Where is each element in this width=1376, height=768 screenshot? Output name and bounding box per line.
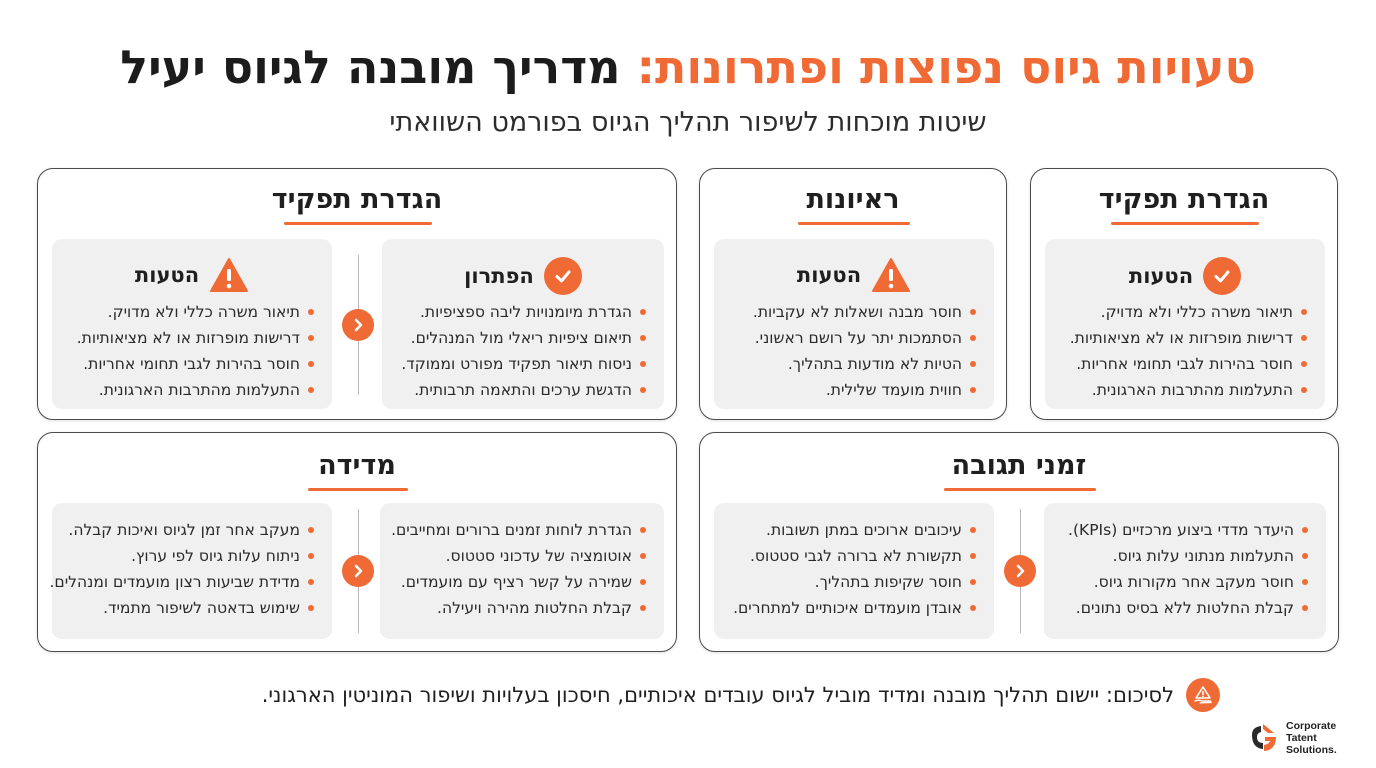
page-subtitle: שיטות מוכחות לשיפור תהליך הגיוס בפורמט השוואתי <box>389 107 987 138</box>
list-item: תקשורת לא ברורה לגבי סטטוס. <box>724 543 976 569</box>
list-item: קבלת החלטות ללא בסיס נתונים. <box>1054 595 1308 621</box>
kpi-panel <box>1044 503 1326 639</box>
card-interviews <box>699 168 1007 420</box>
panel-label: הפתרון <box>464 264 534 288</box>
delay-panel <box>714 503 994 639</box>
list-item: תיאור משרה כללי ולא מדויק. <box>1055 299 1307 325</box>
solution-panel <box>382 239 664 409</box>
tracking-list <box>49 517 314 621</box>
summary-row <box>200 674 1220 716</box>
list-item: דרישות מופרזות או לא מציאותיות. <box>1055 325 1307 351</box>
list-item: היעדר מדדי ביצוע מרכזיים (KPIs). <box>1054 517 1308 543</box>
list-item: תיאום ציפיות ריאלי מול המנהלים. <box>392 325 646 351</box>
card-title: מדידה <box>318 450 396 481</box>
warning-triangle-icon <box>209 257 249 293</box>
delay-list <box>724 517 976 621</box>
card-title: זמני תגובה <box>951 450 1087 481</box>
timeline-panel <box>380 503 664 639</box>
logo-text <box>1286 720 1337 756</box>
panel-label: הטעות <box>796 263 862 287</box>
title-underline <box>944 488 1096 491</box>
mistake-list <box>724 299 976 403</box>
list-item: דרישות מופרזות או לא מציאותיות. <box>62 325 314 351</box>
logo-mark-icon <box>1246 721 1280 755</box>
mistake-panel <box>714 239 994 409</box>
solution-list <box>392 299 646 403</box>
chevron-left-icon <box>342 309 374 341</box>
title-underline <box>308 488 408 491</box>
title-underline <box>284 222 432 225</box>
mistake-list <box>1055 299 1307 403</box>
list-item: חוסר בהירות לגבי תחומי אחריות. <box>1055 351 1307 377</box>
list-item: ניסוח תיאור תפקיד מפורט וממוקד. <box>392 351 646 377</box>
kpi-list <box>1054 517 1308 621</box>
list-item: חוסר שקיפות בתהליך. <box>724 569 976 595</box>
list-item: הסתמכות יתר על רושם ראשוני. <box>724 325 976 351</box>
mistake-panel <box>52 239 332 409</box>
logo-line: Tatent <box>1286 732 1317 744</box>
list-item: התעלמות מנתוני עלות גיוס. <box>1054 543 1308 569</box>
timeline-list <box>390 517 646 621</box>
list-item: ניתוח עלות גיוס לפי ערוץ. <box>62 543 314 569</box>
list-item: אובדן מועמדים איכותיים למתחרים. <box>724 595 976 621</box>
hand-warning-icon <box>1186 678 1220 712</box>
list-item: שימוש בדאטה לשיפור מתמיד. <box>62 595 314 621</box>
list-item: הטיות לא מודעות בתהליך. <box>724 351 976 377</box>
chevron-left-icon <box>342 555 374 587</box>
card-role-definition <box>1030 168 1338 420</box>
list-item: מעקב אחר זמן לגיוס ואיכות קבלה. <box>62 517 314 543</box>
list-item: אוטומציה של עדכוני סטטוס. <box>390 543 646 569</box>
card-title: הגדרת תפקיד <box>271 184 443 215</box>
mistake-list <box>62 299 314 403</box>
list-item: חוסר מעקב אחר מקורות גיוס. <box>1054 569 1308 595</box>
title-underline <box>1111 222 1259 225</box>
list-item: חווית מועמד שלילית. <box>724 377 976 403</box>
page-title <box>0 34 1376 100</box>
chevron-left-icon <box>1004 555 1036 587</box>
card-definition-comparison <box>37 168 677 420</box>
card-measurement <box>37 432 677 652</box>
list-item: הגדרת מיומנויות ליבה ספציפיות. <box>392 299 646 325</box>
tracking-panel <box>49 503 332 639</box>
logo-line: Solutions. <box>1286 744 1337 756</box>
list-item: תיאור משרה כללי ולא מדויק. <box>62 299 314 325</box>
list-item: שמירה על קשר רציף עם מועמדים. <box>390 569 646 595</box>
title-underline <box>798 222 910 225</box>
summary-text: לסיכום: יישום תהליך מובנה ומדיד מוביל לגיוס עובדים איכותיים, חיסכון בעלויות ושיפור המוניטין הארגוני. <box>261 683 1174 707</box>
panel-label: הטעות <box>134 263 200 287</box>
logo-line: Corporate <box>1286 720 1337 732</box>
panel-label: הטעות <box>1128 264 1194 288</box>
list-item: התעלמות מהתרבות הארגונית. <box>1055 377 1307 403</box>
list-item: הדגשת ערכים והתאמה תרבותית. <box>392 377 646 403</box>
title-main: מדריך מובנה לגיוס יעיל <box>120 40 621 94</box>
list-item: חוסר מבנה ושאלות לא עקביות. <box>724 299 976 325</box>
check-circle-icon <box>1203 257 1241 295</box>
title-highlight: טעויות גיוס נפוצות ופתרונות: <box>636 40 1256 94</box>
list-item: הגדרת לוחות זמנים ברורים ומחייבים. <box>390 517 646 543</box>
warning-triangle-icon <box>871 257 911 293</box>
card-response-times <box>699 432 1339 652</box>
check-circle-icon <box>544 257 582 295</box>
card-title: הגדרת תפקיד <box>1098 184 1270 215</box>
card-title: ראיונות <box>806 184 900 215</box>
list-item: התעלמות מהתרבות הארגונית. <box>62 377 314 403</box>
list-item: מדידת שביעות רצון מועמדים ומנהלים. <box>62 569 314 595</box>
list-item: עיכובים ארוכים במתן תשובות. <box>724 517 976 543</box>
mistake-panel <box>1045 239 1325 409</box>
list-item: קבלת החלטות מהירה ויעילה. <box>390 595 646 621</box>
company-logo <box>1246 716 1356 760</box>
list-item: חוסר בהירות לגבי תחומי אחריות. <box>62 351 314 377</box>
